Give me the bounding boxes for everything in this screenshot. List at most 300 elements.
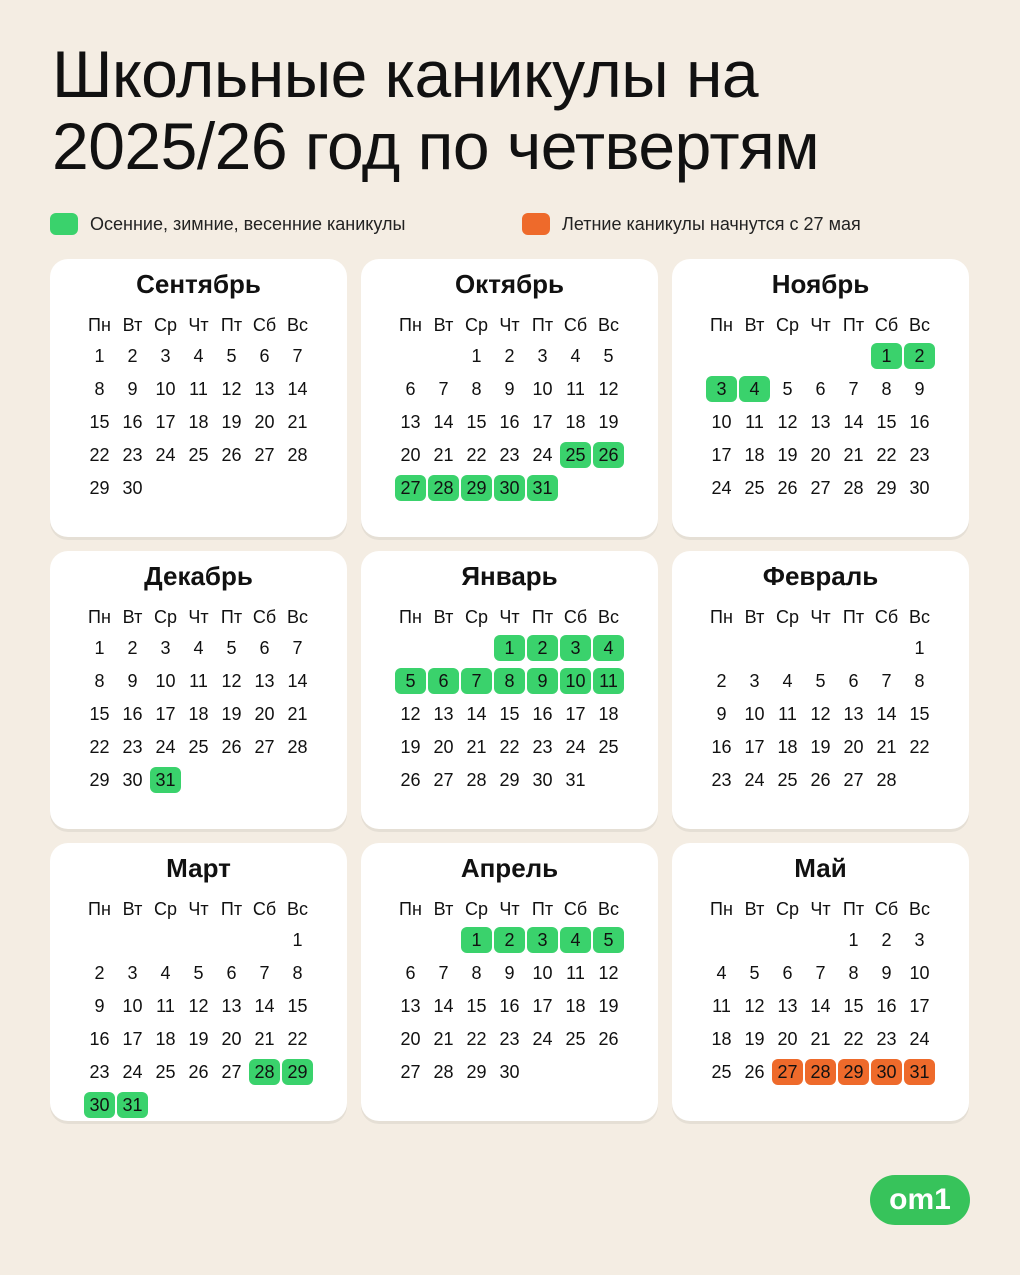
calendar-day: 11 [712, 996, 731, 1016]
calendar-day: 24 [532, 1029, 553, 1049]
weekday-label: Вс [286, 899, 308, 919]
weekday-label: Сб [252, 899, 277, 919]
calendar-day: 17 [532, 996, 553, 1016]
calendar-day: 12 [810, 704, 831, 724]
calendar-day: 18 [188, 704, 209, 724]
calendar-day: 21 [843, 445, 864, 465]
weekday-label: Вс [597, 899, 619, 919]
calendar-day: 15 [909, 704, 930, 724]
calendar-day: 6 [815, 379, 826, 399]
calendar-day: 6 [259, 346, 270, 366]
calendar-day: 3 [160, 638, 171, 658]
calendar-day: 27 [810, 478, 831, 498]
calendar-day: 9 [127, 379, 138, 399]
calendar-day: 9 [504, 379, 515, 399]
calendar-day: 2 [527, 635, 558, 661]
calendar-day: 28 [287, 445, 308, 465]
calendar-day: 4 [593, 635, 624, 661]
calendar-day: 30 [494, 475, 525, 501]
calendar-day: 10 [155, 379, 176, 399]
calendar-day: 14 [254, 996, 275, 1016]
weekday-label: Ср [775, 899, 799, 919]
calendar-day: 5 [226, 638, 237, 658]
calendar-day: 27 [254, 737, 275, 757]
calendar-day: 12 [400, 704, 421, 724]
weekday-label: Вт [433, 899, 454, 919]
calendar-day: 20 [433, 737, 454, 757]
calendar-day: 4 [782, 671, 793, 691]
calendar-day: 22 [466, 445, 487, 465]
calendar-day: 18 [711, 1029, 732, 1049]
calendar-day: 12 [221, 671, 242, 691]
weekday-label: Пт [842, 899, 865, 919]
weekday-label: Вт [122, 607, 143, 627]
calendar-day: 30 [122, 478, 143, 498]
month-name: Январь [461, 561, 558, 591]
legend-holidays-label: Осенние, зимние, весенние каникулы [90, 213, 406, 234]
calendar-day: 30 [122, 770, 143, 790]
calendar-day: 3 [560, 635, 591, 661]
calendar-day: 2 [127, 346, 138, 366]
weekday-label: Пн [399, 315, 422, 335]
calendar-day: 9 [881, 963, 892, 983]
weekday-label: Вс [908, 607, 930, 627]
calendar-day: 25 [744, 478, 765, 498]
calendar-day: 22 [843, 1029, 864, 1049]
calendar-day: 19 [598, 996, 619, 1016]
calendar-day: 4 [193, 346, 204, 366]
calendar-day: 8 [471, 963, 482, 983]
calendar-day: 20 [400, 1029, 421, 1049]
calendar-day: 9 [716, 704, 727, 724]
weekday-label: Ср [153, 899, 177, 919]
calendar-day: 16 [876, 996, 897, 1016]
calendar-day: 20 [810, 445, 831, 465]
weekday-label: Вт [433, 315, 454, 335]
calendar-day: 29 [89, 478, 110, 498]
calendar-day: 4 [570, 346, 581, 366]
calendar-day: 9 [504, 963, 515, 983]
weekday-label: Сб [874, 607, 899, 627]
weekday-label: Чт [188, 315, 209, 335]
weekday-label: Сб [252, 607, 277, 627]
calendar-day: 16 [711, 737, 732, 757]
calendar-day: 23 [499, 1029, 520, 1049]
calendar-day: 10 [122, 996, 143, 1016]
calendar-day: 26 [221, 737, 242, 757]
calendar-day: 14 [287, 671, 308, 691]
calendar-day: 24 [155, 445, 176, 465]
calendar-day: 8 [292, 963, 303, 983]
calendar-day: 30 [84, 1092, 115, 1118]
calendar-day: 30 [499, 1062, 520, 1082]
legend-summer [522, 212, 861, 236]
calendar-day: 18 [744, 445, 765, 465]
calendar-day: 11 [593, 668, 624, 694]
calendar-day: 13 [810, 412, 831, 432]
calendar-day: 28 [805, 1059, 836, 1085]
calendar-day: 18 [188, 412, 209, 432]
month-name: Апрель [460, 853, 559, 883]
weekday-label: Вт [744, 899, 765, 919]
calendar-day: 6 [848, 671, 859, 691]
weekday-label: Вс [908, 315, 930, 335]
legend-summer-label: Летние каникулы начнутся с 27 мая [562, 213, 861, 234]
calendar-day: 26 [777, 478, 798, 498]
calendar-day: 13 [221, 996, 242, 1016]
calendar-day: 14 [876, 704, 897, 724]
calendar-day: 16 [499, 412, 520, 432]
calendar-day: 10 [711, 412, 732, 432]
calendar-day: 14 [433, 412, 454, 432]
month-name: Октябрь [454, 269, 565, 299]
calendar-day: 12 [598, 379, 619, 399]
legend-green-swatch [50, 213, 78, 235]
weekday-label: Чт [810, 899, 831, 919]
calendar-day: 18 [598, 704, 619, 724]
calendar-day: 24 [565, 737, 586, 757]
weekday-label: Пн [710, 315, 733, 335]
weekday-label: Ср [775, 315, 799, 335]
calendar-day: 29 [89, 770, 110, 790]
weekday-label: Пт [842, 607, 865, 627]
calendar-day: 29 [876, 478, 897, 498]
month-card [672, 843, 969, 1121]
calendar-day: 8 [494, 668, 525, 694]
calendar-day: 4 [160, 963, 171, 983]
calendar-day: 7 [438, 379, 449, 399]
weekday-label: Сб [563, 899, 588, 919]
calendar-day: 1 [871, 343, 902, 369]
calendar-day: 15 [876, 412, 897, 432]
logo-text: om1 [889, 1183, 951, 1216]
calendar-day: 26 [598, 1029, 619, 1049]
calendar-day: 19 [810, 737, 831, 757]
weekday-label: Пн [710, 607, 733, 627]
calendar-day: 8 [471, 379, 482, 399]
month-name: Февраль [762, 561, 879, 591]
month-name: Декабрь [144, 561, 253, 591]
calendar-day: 27 [400, 1062, 421, 1082]
calendar-day: 26 [744, 1062, 765, 1082]
weekday-label: Сб [563, 315, 588, 335]
calendar-day: 17 [155, 704, 176, 724]
weekday-label: Вт [744, 607, 765, 627]
calendar-day: 22 [876, 445, 897, 465]
calendar-day: 4 [716, 963, 727, 983]
calendar-day: 19 [221, 412, 242, 432]
calendar-day: 8 [881, 379, 892, 399]
calendar-day: 16 [909, 412, 930, 432]
calendar-day: 13 [400, 996, 421, 1016]
weekday-label: Чт [499, 899, 520, 919]
calendar-day: 23 [122, 445, 143, 465]
weekday-label: Вт [122, 315, 143, 335]
calendar-day: 1 [292, 930, 303, 950]
weekday-label: Вт [744, 315, 765, 335]
calendar-day: 23 [711, 770, 732, 790]
page-title [52, 38, 819, 182]
calendar-day: 5 [226, 346, 237, 366]
title-line-2: 2025/26 год по четвертям [52, 109, 820, 183]
calendar-day: 28 [249, 1059, 280, 1085]
calendar-day: 11 [189, 671, 208, 691]
calendar-day: 3 [527, 927, 558, 953]
weekday-label: Вс [286, 607, 308, 627]
calendar-day: 11 [778, 704, 797, 724]
calendar-day: 17 [909, 996, 930, 1016]
weekday-label: Чт [810, 607, 831, 627]
calendar-day: 3 [160, 346, 171, 366]
calendar-day: 10 [532, 379, 553, 399]
weekday-label: Ср [775, 607, 799, 627]
weekday-label: Пн [399, 899, 422, 919]
calendar-day: 11 [566, 963, 585, 983]
calendar-day: 27 [433, 770, 454, 790]
calendar-day: 16 [122, 412, 143, 432]
month-card [361, 259, 658, 537]
calendar-day: 16 [532, 704, 553, 724]
calendar-day: 28 [843, 478, 864, 498]
calendar-day: 22 [466, 1029, 487, 1049]
calendar-day: 20 [221, 1029, 242, 1049]
calendar-day: 20 [843, 737, 864, 757]
calendar-day: 27 [395, 475, 426, 501]
calendar-day: 10 [744, 704, 765, 724]
month-card [50, 259, 347, 537]
calendar-day: 2 [94, 963, 105, 983]
calendar-day: 28 [876, 770, 897, 790]
calendar-day: 3 [127, 963, 138, 983]
calendar-day: 23 [876, 1029, 897, 1049]
calendar-day: 23 [532, 737, 553, 757]
calendar-day: 18 [565, 996, 586, 1016]
month-card [50, 551, 347, 829]
calendar-day: 25 [598, 737, 619, 757]
calendar-day: 7 [259, 963, 270, 983]
weekday-label: Чт [810, 315, 831, 335]
weekday-label: Сб [874, 315, 899, 335]
calendar-day: 1 [94, 638, 105, 658]
month-name: Ноябрь [771, 269, 870, 299]
month-card [50, 843, 347, 1121]
calendar-day: 31 [150, 767, 181, 793]
weekday-label: Пн [399, 607, 422, 627]
calendar-day: 6 [782, 963, 793, 983]
calendar-day: 10 [909, 963, 930, 983]
weekday-label: Вс [908, 899, 930, 919]
calendar-day: 15 [843, 996, 864, 1016]
calendar-day: 21 [254, 1029, 275, 1049]
calendar-day: 13 [843, 704, 864, 724]
weekday-label: Пт [842, 315, 865, 335]
calendar-day: 2 [127, 638, 138, 658]
weekday-label: Вт [122, 899, 143, 919]
calendar-day: 29 [461, 475, 492, 501]
calendar-day: 31 [565, 770, 586, 790]
calendar-day: 12 [777, 412, 798, 432]
calendar-day: 12 [221, 379, 242, 399]
calendar-day: 25 [155, 1062, 176, 1082]
calendar-day: 22 [89, 445, 110, 465]
calendar-day: 14 [466, 704, 487, 724]
weekday-label: Пт [531, 315, 554, 335]
calendar-day: 21 [433, 1029, 454, 1049]
title-line-1: Школьные каникулы на [52, 37, 759, 111]
calendar-day: 21 [876, 737, 897, 757]
calendar-day: 15 [287, 996, 308, 1016]
weekday-label: Пн [88, 315, 111, 335]
calendar-day: 30 [532, 770, 553, 790]
calendar-day: 13 [777, 996, 798, 1016]
calendar-day: 11 [745, 412, 764, 432]
weekday-label: Чт [499, 607, 520, 627]
calendar-day: 14 [287, 379, 308, 399]
calendar-day: 2 [716, 671, 727, 691]
calendar-day: 19 [777, 445, 798, 465]
weekday-label: Чт [188, 899, 209, 919]
calendar-day: 28 [433, 1062, 454, 1082]
calendar-day: 5 [603, 346, 614, 366]
calendar-day: 24 [155, 737, 176, 757]
calendar-day: 20 [254, 704, 275, 724]
calendar-day: 7 [292, 346, 303, 366]
month-card [672, 259, 969, 537]
weekday-label: Сб [563, 607, 588, 627]
weekday-label: Чт [188, 607, 209, 627]
calendar-day: 10 [532, 963, 553, 983]
calendar-day: 14 [843, 412, 864, 432]
weekday-label: Ср [464, 607, 488, 627]
weekday-label: Пт [531, 607, 554, 627]
calendar-day: 15 [499, 704, 520, 724]
calendar-day: 29 [838, 1059, 869, 1085]
calendar-day: 6 [259, 638, 270, 658]
calendar-day: 16 [499, 996, 520, 1016]
calendar-day: 5 [815, 671, 826, 691]
calendar-day: 6 [428, 668, 459, 694]
calendar-day: 19 [221, 704, 242, 724]
calendar-day: 13 [254, 671, 275, 691]
calendar-day: 28 [287, 737, 308, 757]
calendar-day: 25 [188, 445, 209, 465]
calendar-day: 5 [782, 379, 793, 399]
calendar-day: 3 [537, 346, 548, 366]
calendar-day: 3 [749, 671, 760, 691]
calendar-day: 9 [94, 996, 105, 1016]
calendar-day: 11 [566, 379, 585, 399]
calendar-day: 7 [848, 379, 859, 399]
calendar-day: 13 [400, 412, 421, 432]
calendar-day: 22 [499, 737, 520, 757]
calendar-day: 21 [810, 1029, 831, 1049]
calendar-day: 10 [560, 668, 591, 694]
calendar-day: 13 [433, 704, 454, 724]
calendar-day: 1 [914, 638, 925, 658]
calendar-day: 8 [914, 671, 925, 691]
calendar-day: 7 [438, 963, 449, 983]
calendar-day: 29 [466, 1062, 487, 1082]
calendar-day: 16 [122, 704, 143, 724]
calendar-day: 16 [89, 1029, 110, 1049]
calendar-day: 18 [155, 1029, 176, 1049]
weekday-label: Ср [464, 315, 488, 335]
calendar-day: 17 [565, 704, 586, 724]
calendar-day: 17 [532, 412, 553, 432]
calendar-day: 15 [89, 412, 110, 432]
calendar-day: 8 [94, 379, 105, 399]
weekday-label: Ср [153, 315, 177, 335]
calendar-day: 1 [461, 927, 492, 953]
calendar-day: 12 [744, 996, 765, 1016]
calendar-day: 9 [127, 671, 138, 691]
calendar-day: 4 [739, 376, 770, 402]
calendar-day: 31 [117, 1092, 148, 1118]
calendar-day: 21 [287, 704, 308, 724]
calendar-day: 12 [188, 996, 209, 1016]
calendar-day: 7 [292, 638, 303, 658]
calendar-day: 15 [466, 996, 487, 1016]
month-card [361, 843, 658, 1121]
calendar-day: 23 [89, 1062, 110, 1082]
calendar-day: 19 [400, 737, 421, 757]
calendar-day: 4 [560, 927, 591, 953]
weekday-label: Ср [153, 607, 177, 627]
calendar-day: 20 [777, 1029, 798, 1049]
weekday-label: Ср [464, 899, 488, 919]
calendar-day: 12 [598, 963, 619, 983]
calendar-day: 21 [287, 412, 308, 432]
calendar-day: 3 [914, 930, 925, 950]
calendar-day: 11 [189, 379, 208, 399]
weekday-label: Вт [433, 607, 454, 627]
calendar-day: 5 [593, 927, 624, 953]
calendar-day: 25 [188, 737, 209, 757]
calendar-day: 27 [772, 1059, 803, 1085]
calendar-day: 26 [593, 442, 624, 468]
calendar-day: 25 [565, 1029, 586, 1049]
calendar-day: 24 [532, 445, 553, 465]
calendar-day: 6 [405, 963, 416, 983]
calendar-day: 13 [254, 379, 275, 399]
calendar-day: 24 [909, 1029, 930, 1049]
calendar-day: 14 [810, 996, 831, 1016]
calendar-day: 6 [226, 963, 237, 983]
calendar-day: 18 [565, 412, 586, 432]
calendar-day: 3 [706, 376, 737, 402]
calendar-day: 26 [221, 445, 242, 465]
calendar-day: 22 [909, 737, 930, 757]
calendar-day: 14 [433, 996, 454, 1016]
calendar-day: 1 [94, 346, 105, 366]
calendar-day: 19 [188, 1029, 209, 1049]
calendar-day: 15 [89, 704, 110, 724]
calendar-day: 9 [527, 668, 558, 694]
weekday-label: Пт [220, 315, 243, 335]
calendar-day: 24 [122, 1062, 143, 1082]
calendar-day: 6 [405, 379, 416, 399]
weekday-label: Вс [286, 315, 308, 335]
calendar-day: 2 [881, 930, 892, 950]
calendar-day: 5 [395, 668, 426, 694]
weekday-label: Сб [874, 899, 899, 919]
calendar-day: 23 [909, 445, 930, 465]
weekday-label: Сб [252, 315, 277, 335]
calendar-day: 26 [188, 1062, 209, 1082]
calendar-day: 17 [155, 412, 176, 432]
calendar-day: 21 [466, 737, 487, 757]
calendar-day: 17 [122, 1029, 143, 1049]
